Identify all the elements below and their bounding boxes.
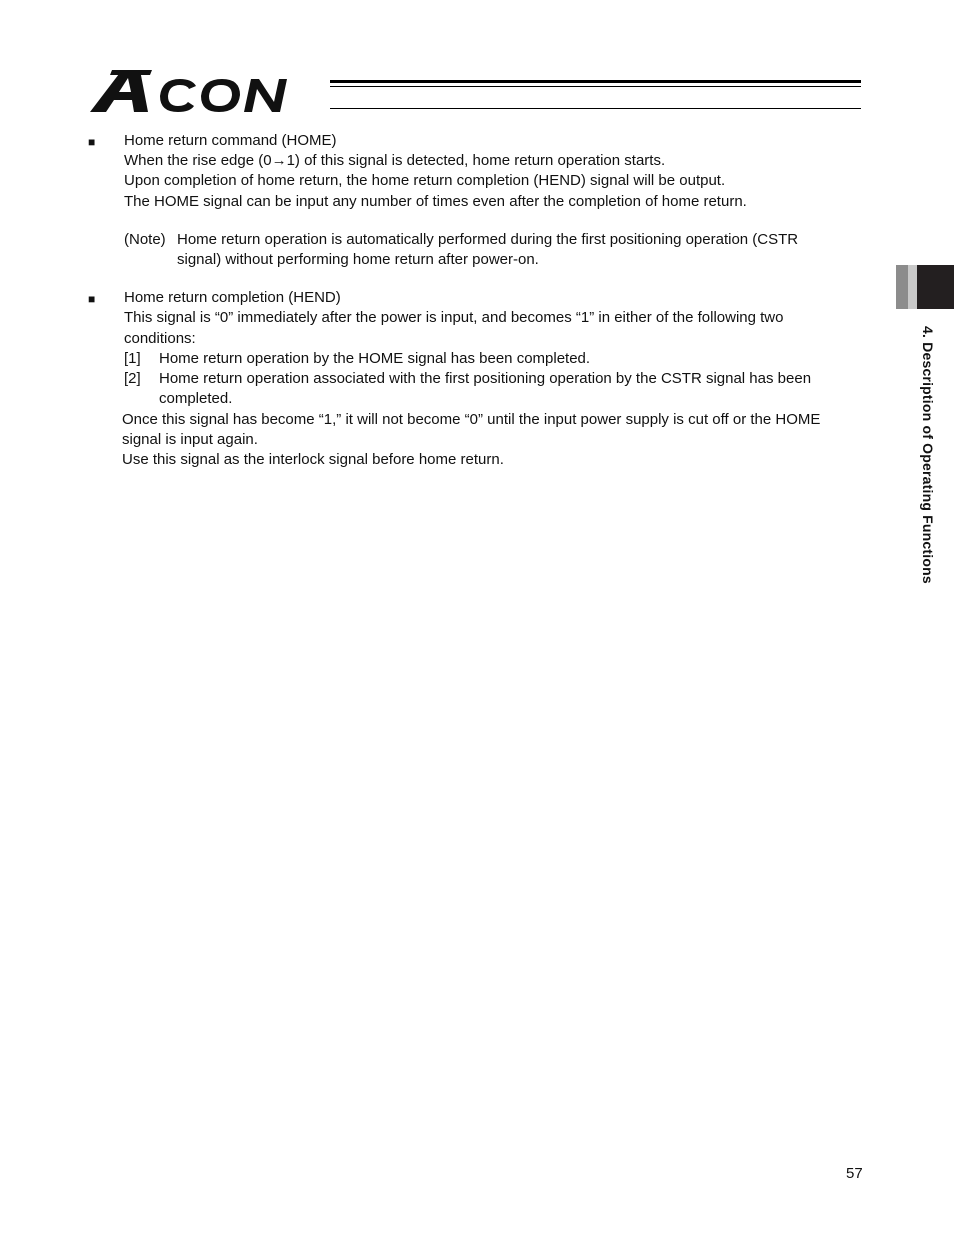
paragraph-line: signal is input again. <box>122 431 258 448</box>
chapter-tab-marker <box>896 265 908 309</box>
paragraph-line: Use this signal as the interlock signal before home return. <box>122 451 504 468</box>
header-rule <box>330 108 861 109</box>
paragraph-line: The HOME signal can be input any number of times even after the completion of home return. <box>124 193 747 210</box>
condition-text: completed. <box>159 390 233 407</box>
paragraph-line: Upon completion of home return, the home return completion (HEND) signal will be output. <box>124 172 726 189</box>
condition-number: [2] <box>124 370 141 387</box>
note-line: signal) without performing home return after power-on. <box>177 251 539 268</box>
condition-text: Home return operation associated with the first positioning operation by the CSTR signal has been <box>159 370 812 387</box>
section-title-home: Home return command (HOME) <box>124 132 337 149</box>
header-rule <box>330 80 861 83</box>
chapter-side-label: 4. Description of Operating Functions <box>920 326 936 584</box>
section-title-hend: Home return completion (HEND) <box>124 289 341 306</box>
paragraph-line: Once this signal has become “1,” it will not become “0” until the input power supply is cut off or the HOME <box>122 411 821 428</box>
paragraph-line: conditions: <box>124 330 196 347</box>
chapter-tab-marker <box>917 265 954 309</box>
acon-logo <box>88 66 328 114</box>
bullet-icon: ■ <box>88 135 96 149</box>
note-line: Home return operation is automatically performed during the first positioning operation (CSTR <box>177 231 799 248</box>
paragraph-line: When the rise edge (0→1) of this signal is detected, home return operation starts. <box>124 152 666 169</box>
note-label: (Note) <box>124 231 166 248</box>
paragraph-line: This signal is “0” immediately after the power is input, and becomes “1” in either of the following two <box>124 309 784 326</box>
condition-number: [1] <box>124 350 141 367</box>
header-rule <box>330 86 861 87</box>
bullet-icon: ■ <box>88 292 96 306</box>
chapter-tab-marker <box>908 265 917 309</box>
condition-text: Home return operation by the HOME signal has been completed. <box>159 350 591 367</box>
page-number: 57 <box>846 1165 863 1182</box>
